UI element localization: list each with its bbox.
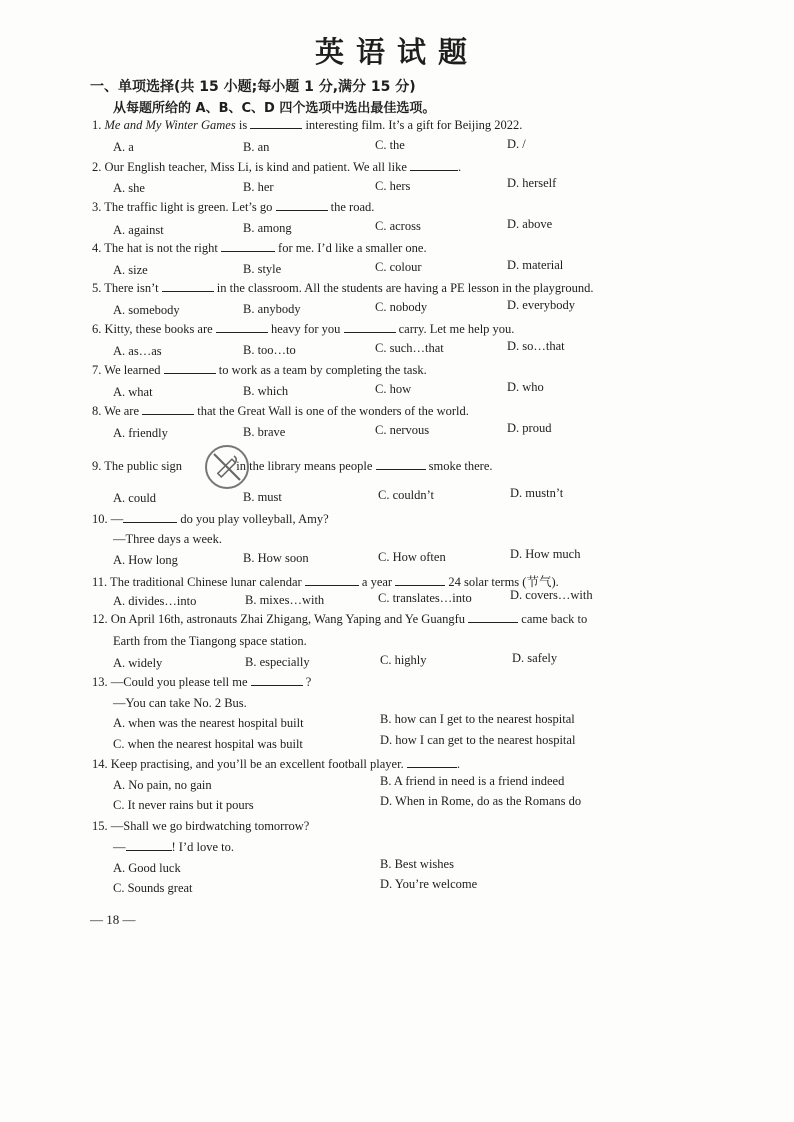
q11-option-b: B. mixes…with — [245, 593, 325, 607]
answer-blank — [276, 200, 328, 211]
q11-option-a: A. divides…into — [113, 594, 197, 608]
answer-blank — [376, 459, 426, 470]
q5-option-d: D. everybody — [507, 298, 576, 312]
answer-blank — [123, 512, 177, 523]
q10-option-d: D. How much — [510, 547, 581, 561]
q4-option-d: D. material — [507, 258, 564, 272]
q15-option-c: C. Sounds great — [113, 881, 193, 895]
q15-option-a: A. Good luck — [113, 861, 181, 875]
q4-option-c: C. colour — [375, 260, 422, 274]
q6-option-d: D. so…that — [507, 339, 565, 353]
answer-blank — [250, 118, 302, 129]
question-5: 5. There isn’t in the classroom. All the students are having a PE lesson in the playground. — [92, 281, 594, 295]
q14-option-c: C. It never rains but it pours — [113, 798, 254, 812]
q5-option-a: A. somebody — [113, 303, 180, 317]
q11-option-c: C. translates…into — [378, 591, 472, 605]
q10-reply: —Three days a week. — [113, 532, 222, 546]
q1-option-c: C. the — [375, 138, 405, 152]
question-13: 13. —Could you please tell me ? — [92, 675, 312, 689]
q13-option-d: D. how I can get to the nearest hospital — [380, 733, 576, 747]
answer-blank — [344, 322, 396, 333]
q10-option-a: A. How long — [113, 553, 178, 567]
question-6: 6. Kitty, these books are heavy for you carry. Let me help you. — [92, 322, 515, 336]
q13-option-a: A. when was the nearest hospital built — [113, 716, 304, 730]
q9-option-a: A. could — [113, 491, 157, 505]
q12-line-2: Earth from the Tiangong space station. — [113, 634, 307, 648]
q8-option-a: A. friendly — [113, 426, 168, 440]
page-title: 英语试题 — [314, 35, 479, 69]
answer-blank — [407, 757, 457, 768]
answer-blank — [164, 363, 216, 374]
q11-option-d: D. covers…with — [510, 588, 593, 602]
section-heading: 一、单项选择(共 15 小题;每小题 1 分,满分 15 分) — [90, 79, 416, 95]
no-smoking-sign-icon — [205, 445, 249, 489]
q10-option-b: B. How soon — [243, 551, 309, 565]
q3-option-a: A. against — [113, 223, 164, 237]
question-1: 1. Me and My Winter Games is interesting film. It’s a gift for Beijing 2022. — [92, 118, 523, 132]
q4-option-b: B. style — [243, 262, 282, 276]
q14-option-b: B. A friend in need is a friend indeed — [380, 774, 565, 788]
q12-option-c: C. highly — [380, 653, 427, 667]
q13-option-c: C. when the nearest hospital was built — [113, 737, 303, 751]
q7-option-a: A. what — [113, 385, 153, 399]
q15-reply: — ! I’d love to. — [113, 840, 234, 854]
answer-blank — [410, 160, 458, 171]
q12-option-b: B. especially — [245, 655, 310, 669]
q3-option-d: D. above — [507, 217, 553, 231]
answer-blank — [216, 322, 268, 333]
q8-option-c: C. nervous — [375, 423, 430, 437]
q6-option-a: A. as…as — [113, 344, 162, 358]
answer-blank — [126, 840, 172, 851]
answer-blank — [305, 575, 359, 586]
question-12: 12. On April 16th, astronauts Zhai Zhigang, Wang Yaping and Ye Guangfu came back to — [92, 612, 588, 626]
answer-blank — [251, 675, 303, 686]
question-3: 3. The traffic light is green. Let’s go the road. — [92, 200, 375, 214]
q9-option-b: B. must — [243, 490, 282, 504]
q15-option-d: D. You’re welcome — [380, 877, 478, 891]
answer-blank — [395, 575, 445, 586]
q12-option-a: A. widely — [113, 656, 163, 670]
q9-option-d: D. mustn’t — [510, 486, 564, 500]
answer-blank — [142, 404, 194, 415]
answer-blank — [162, 281, 214, 292]
q3-option-b: B. among — [243, 221, 292, 235]
answer-blank — [221, 241, 275, 252]
question-2: 2. Our English teacher, Miss Li, is kind and patient. We all like . — [92, 160, 462, 174]
question-7: 7. We learned to work as a team by completing the task. — [92, 363, 427, 377]
q13-option-b: B. how can I get to the nearest hospital — [380, 712, 575, 726]
q2-option-b: B. her — [243, 180, 274, 194]
q5-option-b: B. anybody — [243, 302, 301, 316]
q2-option-a: A. she — [113, 181, 145, 195]
q13-reply: —You can take No. 2 Bus. — [113, 696, 247, 710]
question-14: 14. Keep practising, and you’ll be an excellent football player. . — [92, 757, 460, 771]
q4-option-a: A. size — [113, 263, 148, 277]
q6-option-b: B. too…to — [243, 343, 296, 357]
q14-option-d: D. When in Rome, do as the Romans do — [380, 794, 582, 808]
q9-option-c: C. couldn’t — [378, 488, 435, 502]
question-15: 15. —Shall we go birdwatching tomorrow? — [92, 819, 310, 833]
q7-option-d: D. who — [507, 380, 544, 394]
question-11: 11. The traditional Chinese lunar calendar a year 24 solar terms (节气). — [92, 575, 559, 589]
q6-option-c: C. such…that — [375, 341, 444, 355]
q2-option-c: C. hers — [375, 179, 411, 193]
q8-option-b: B. brave — [243, 425, 286, 439]
no-smoking-sign-graphic — [207, 447, 247, 487]
page-number: — 18 — — [90, 912, 136, 927]
q2-option-d: D. herself — [507, 176, 557, 190]
q7-option-c: C. how — [375, 382, 412, 396]
q1-option-d: D. / — [507, 137, 526, 151]
q1-option-a: A. a — [113, 140, 134, 154]
answer-blank — [468, 612, 518, 623]
q14-option-a: A. No pain, no gain — [113, 778, 212, 792]
section-instruction: 从每题所给的 A、B、C、D 四个选项中选出最佳选项。 — [113, 101, 436, 116]
q3-option-c: C. across — [375, 219, 421, 233]
q7-option-b: B. which — [243, 384, 289, 398]
q1-option-b: B. an — [243, 140, 270, 154]
question-10: 10. — do you play volleyball, Amy? — [92, 512, 329, 526]
q15-option-b: B. Best wishes — [380, 857, 454, 871]
q12-option-d: D. safely — [512, 651, 558, 665]
question-4: 4. The hat is not the right for me. I’d like a smaller one. — [92, 241, 427, 255]
q1-film-title: Me and My Winter Games — [104, 118, 236, 132]
question-9: 9. The public sign in the library means people smoke there. — [92, 459, 493, 473]
q8-option-d: D. proud — [507, 421, 552, 435]
q10-option-c: C. How often — [378, 550, 446, 564]
q5-option-c: C. nobody — [375, 300, 428, 314]
question-8: 8. We are that the Great Wall is one of the wonders of the world. — [92, 404, 469, 418]
